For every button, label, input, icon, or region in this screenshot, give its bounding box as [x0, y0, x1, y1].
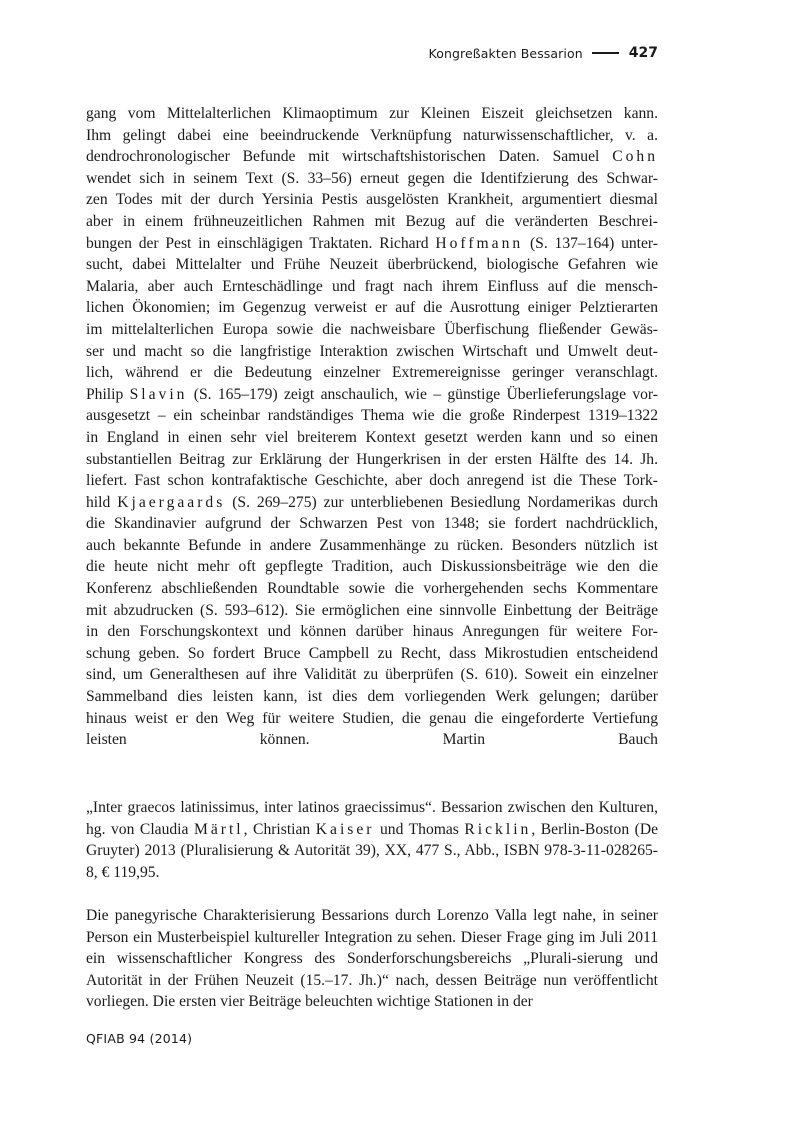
text-line: hinaus weist er den Weg für weitere Studien, die genau die eingeforderte Vertiefung: [86, 709, 658, 727]
text-fragment: (S. 269–275) zur unterbliebenen Besiedlung Nordamerikas durch: [232, 493, 658, 511]
text-line: ser und macht so die langfristige Interaktion zwischen Wirtschaft und Umwelt deut-: [86, 342, 658, 360]
editor-name: Ricklin: [464, 820, 532, 838]
text-fragment: bungen der Pest in einschlägigen Traktaten. Richard: [86, 234, 429, 252]
text-line: die heute nicht mehr oft gepflegte Tradition, auch Diskussionsbeiträge wie den die: [86, 558, 658, 576]
text-fragment: leisten können.: [86, 731, 310, 749]
editor-name: Kaiser: [315, 820, 375, 838]
page-number: 427: [628, 45, 658, 61]
citation-text: , Christian: [243, 820, 311, 838]
text-line: sucht, dabei Mittelalter und Frühe Neuzeit überbrückend, biologische Gefahren wie: [86, 256, 658, 274]
review-text-1: [86, 103, 658, 751]
text-line: mit abzudrucken (S. 593–612). Sie ermöglichen eine sinnvolle Einbettung der Beiträge: [86, 601, 658, 619]
review-text-2: [86, 905, 658, 1013]
text-line: Konferenz abschließenden Roundtable sowie die vorhergehenden sechs Kommentare: [86, 580, 658, 598]
author-name: Hoffmann: [435, 234, 524, 252]
bibliographic-entry: [86, 797, 658, 883]
citation-text: und Thomas: [380, 820, 459, 838]
text-fragment: hild: [86, 493, 111, 511]
running-head-rule: [592, 52, 619, 54]
text-line: im mittelalterlichen Europa sowie die nachweisbare Überfischung fließender Gewäs-: [86, 320, 658, 338]
text-line: Malaria, aber auch Ernteschädlinge und fragt nach ihrem Einfluss auf die mensch-: [86, 277, 658, 295]
text-line: [86, 492, 658, 514]
text-line: lich, während er die Bedeutung einzelner Extremereignisse geringer veranschlagt.: [86, 364, 658, 382]
text-line: Ihm gelingt dabei eine beeindruckende Verknüpfung naturwissenschaftlicher, v. a.: [86, 126, 658, 144]
signature-line: [86, 729, 658, 751]
text-line: sind, um Generalthesen auf ihre Validität zu überprüfen (S. 610). Soweit ein einzelner: [86, 666, 658, 684]
text-fragment: (S. 165–179) zeigt anschaulich, wie – günstige Überlieferungslage vor-: [193, 385, 658, 403]
text-line: Sammelband dies leisten kann, ist dies dem vorliegenden Werk gelungen; darüber: [86, 688, 658, 706]
bibliographic-citation: [86, 797, 658, 883]
author-name: Slavin: [129, 385, 188, 403]
text-line: lichen Ökonomien; im Gegenzug verweist er auf die Ausrottung einiger Pelztierarten: [86, 299, 658, 317]
text-line: gang vom Mittelalterlichen Klimaoptimum zur Kleinen Eiszeit gleichsetzen kann.: [86, 105, 658, 122]
text-fragment: dendrochronologischer Befunde mit wirtschaftshistorischen Daten. Samuel: [86, 148, 600, 166]
running-head: [429, 42, 658, 64]
text-line: [86, 146, 658, 168]
text-line: liefert. Fast schon kontrafaktische Geschichte, aber doch anregend ist die These Tork-: [86, 472, 658, 490]
text-line: [86, 233, 658, 255]
editor-name: Märtl: [193, 820, 244, 838]
text-line: substantiellen Beitrag zur Erklärung der Hungerkrisen in der ersten Hälfte des 14. Jh.: [86, 450, 658, 468]
text-line: zen Todes mit der durch Yersinia Pestis ausgelösten Krankheit, argumentiert diesmal: [86, 191, 658, 209]
text-line: aber in einem frühneuzeitlichen Rahmen mit Bezug auf die veränderten Beschrei-: [86, 212, 658, 230]
text-line: [86, 384, 658, 406]
text-line: schung geben. So fordert Bruce Campbell zu Recht, dass Mikrostudien entscheidend: [86, 644, 658, 662]
citation-text: , Berlin-Boston (De Gruyter) 2013 (Pluralisierung & Autorität 39), XX, 477 S., Abb., ISBN 978-3-11-028265-8, € 119,95.: [86, 820, 659, 881]
text-fragment: Philip: [86, 385, 124, 403]
running-title: Kongreßakten Bessarion: [428, 45, 583, 61]
citation-text: „Inter graecos latinissimus, inter latinos graecissimus“. Bessarion zwischen den Kulturen, hg. von Claudia: [86, 799, 658, 838]
text-fragment: (S. 137–164) unter-: [529, 234, 658, 252]
text-line: in England in einen sehr viel breiterem Kontext gesetzt werden kann und so einen: [86, 428, 658, 446]
journal-footer: QFIAB 94 (2014): [86, 1031, 193, 1046]
reviewer-name: Martin Bauch: [442, 731, 658, 749]
text-line: die Skandinavier aufgrund der Schwarzen Pest von 1348; sie fordert nachdrücklich,: [86, 515, 658, 533]
author-name: Kjaergaards: [117, 493, 226, 511]
paragraph: Die panegyrische Charakterisierung Bessarions durch Lorenzo Valla legt nahe, in seiner Person ein Musterbeispiel kultureller Integration zu sehen. Dieser Frage ging im Juli 2011 ein wissenschaftlicher Kongress des Sonderforschungsbereichs „Plurali-sierung und Autorität in der Frühen Neuzeit (15.–17. Jh.)“ nach, dessen Beiträge nun veröffentlicht vorliegen. Die ersten vier Beiträge beleuchten wichtige Stationen in der: [86, 907, 658, 1011]
text-line: wendet sich in seinem Text (S. 33–56) erneut gegen die Identifzierung des Schwar-: [86, 169, 658, 187]
text-line: ausgesetzt – ein scheinbar randständiges Thema wie die große Rinderpest 1319–1322: [86, 407, 658, 425]
author-name: Cohn: [612, 148, 658, 166]
text-line: in den Forschungskontext und können darüber hinaus Anregungen für weitere For-: [86, 623, 658, 641]
text-line: auch bekannte Befunde in andere Zusammenhänge zu rücken. Besonders nützlich ist: [86, 536, 658, 554]
